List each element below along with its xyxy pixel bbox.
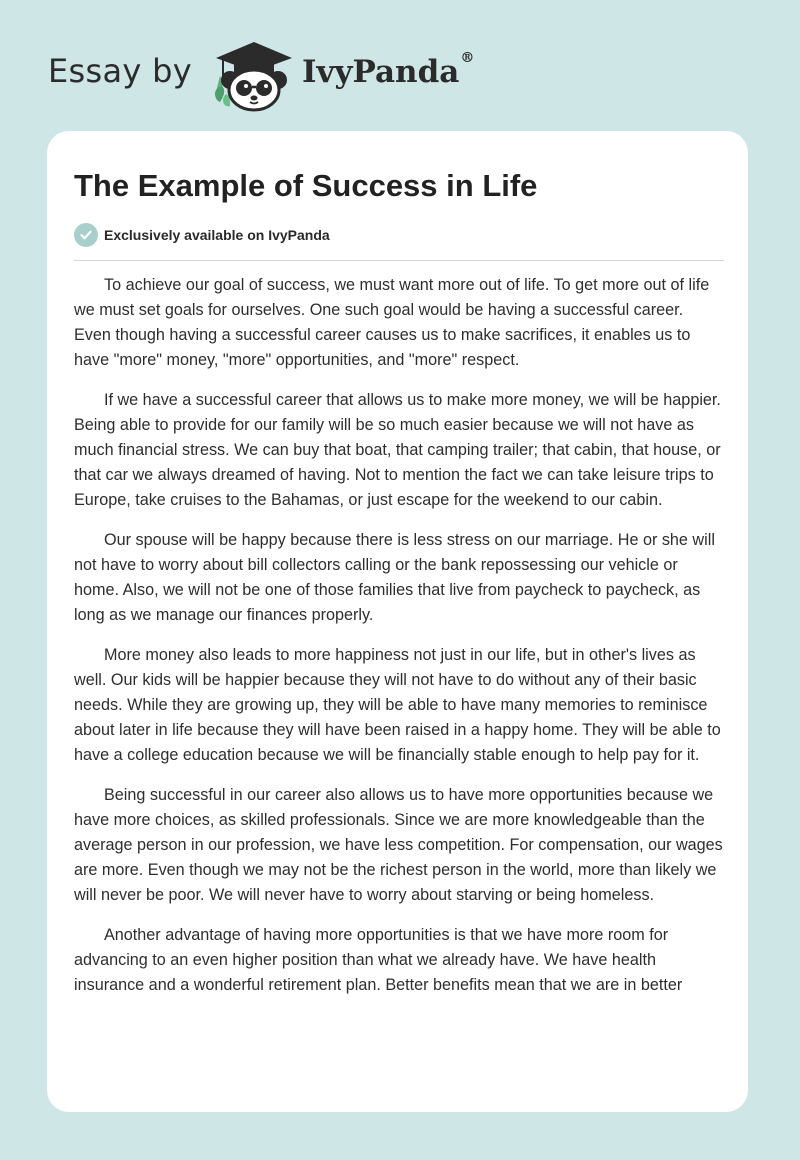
essay-body	[74, 273, 724, 998]
brand-header	[48, 34, 474, 114]
trademark-symbol: ®	[460, 50, 475, 66]
brand-name: IvyPanda®	[301, 50, 475, 90]
divider	[74, 260, 724, 261]
brand-prefix: Essay by	[48, 52, 192, 90]
paragraph: Being successful in our career also allows us to have more opportunities because we have more choices, as skilled professionals. Since we are more knowledgeable than the average person in our profession, we have less competition. For compensation, our wages are more. Even though we may not be the richest person in the world, more than likely we will never be poor. We will never have to worry about starving or being homeless.	[74, 786, 723, 904]
paragraph: If we have a successful career that allows us to make more money, we will be happier. Being able to provide for our family will be so much easier because we will not have as much financial stress. We can buy that boat, that camping trailer; that cabin, that house, or that car we always dreamed of having. Not to mention the fact we can take leisure trips to Europe, take cruises to the Bahamas, or just escape for the weekend to our cabin.	[74, 391, 721, 509]
badge-label: Exclusively available on IvyPanda	[104, 227, 330, 243]
essay-content	[74, 131, 724, 1013]
paragraph: Our spouse will be happy because there is less stress on our marriage. He or she will not have to worry about bill collectors calling or the bank repossessing our vehicle or home. Also, we will not be one of those families that live from paycheck to paycheck, as long as we manage our finances properly.	[74, 531, 715, 624]
panda-graduate-logo-icon	[206, 36, 296, 112]
check-icon	[74, 223, 98, 247]
exclusive-badge	[74, 223, 724, 247]
paragraph: To achieve our goal of success, we must want more out of life. To get more out of life we must set goals for ourselves. One such goal would be having a successful career. Even though having a successful career causes us to make sacrifices, it enables us to have "more" money, "more" opportunities, and "more" respect.	[74, 276, 710, 369]
essay-title: The Example of Success in Life	[74, 168, 538, 203]
essay-card	[47, 131, 748, 1112]
paragraph: More money also leads to more happiness not just in our life, but in other's lives as well. Our kids will be happier because they will not have to do without any of their basic needs. While they are growing up, they will be able to have many memories to reminisce about later in life because they will have been raised in a happy home. They will be able to have a college education because we will be financially stable enough to help pay for it.	[74, 646, 721, 764]
paragraph: Another advantage of having more opportunities is that we have more room for advancing to an even higher position than what we already have. We have health insurance and a wonderful retirement plan. Better benefits mean that we are in better	[74, 926, 683, 994]
